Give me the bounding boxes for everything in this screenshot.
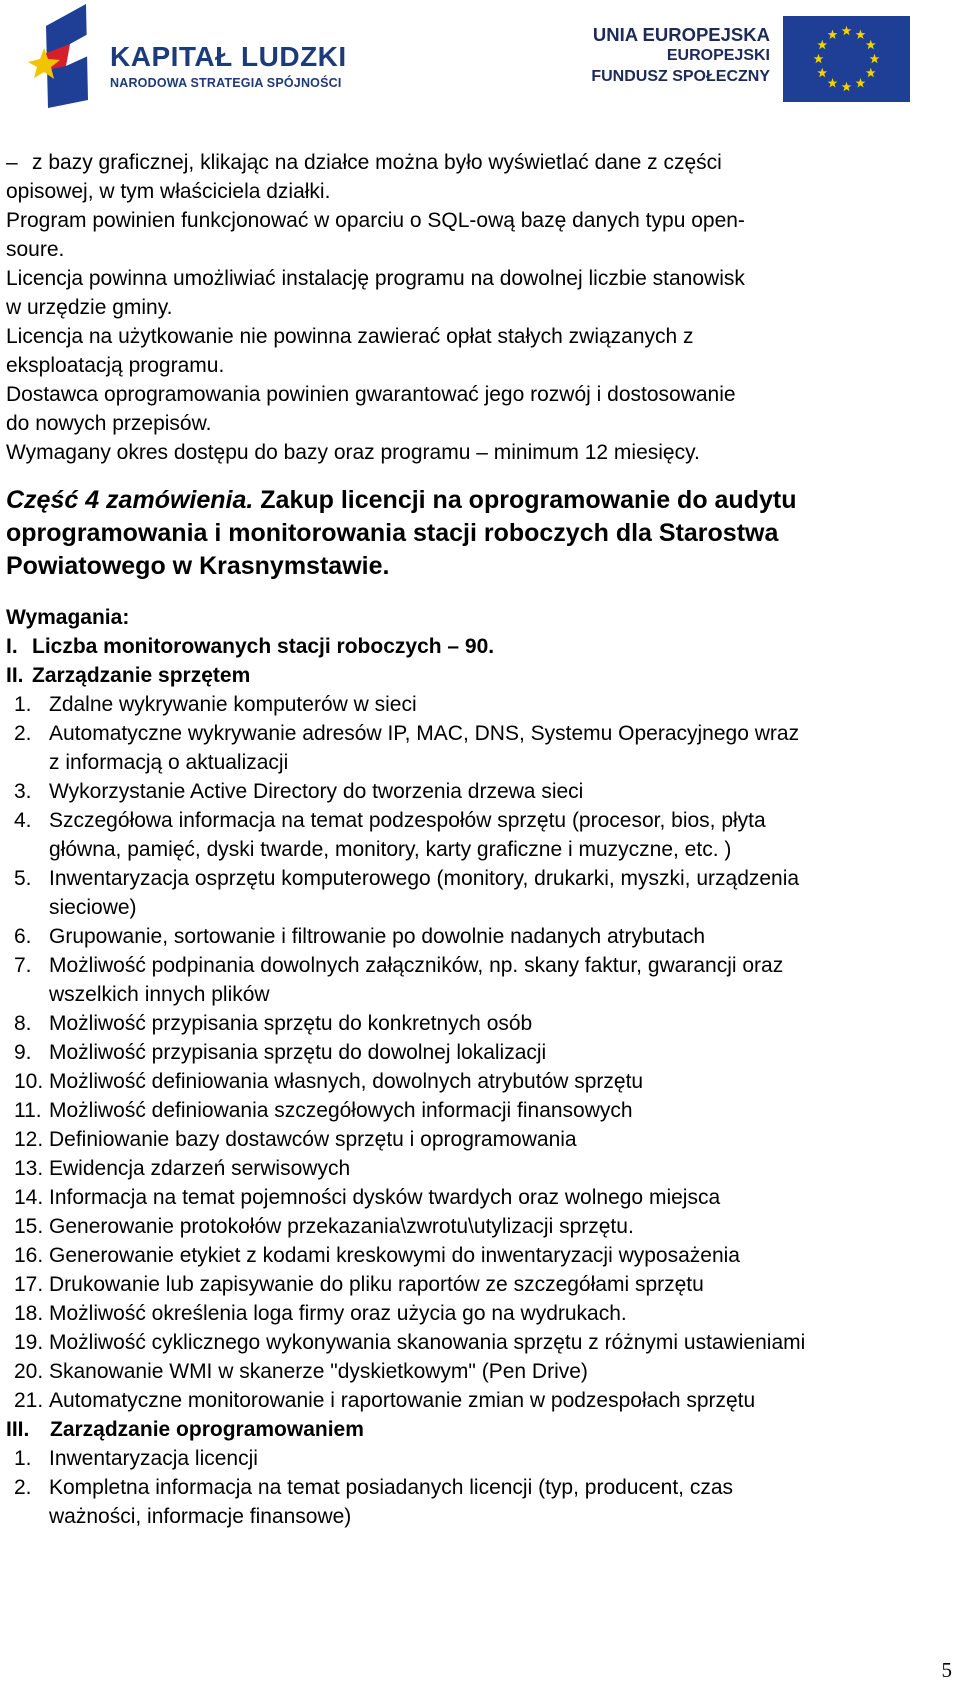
list-item-number: 13.	[14, 1157, 44, 1180]
list-item-text: Automatyczne monitorowanie i raportowanie zmian w podzespołach sprzętu	[49, 1389, 756, 1412]
list-item-number: 15.	[14, 1215, 44, 1238]
list-item	[6, 1183, 956, 1212]
list-item-text: Informacja na temat pojemności dysków twardych oraz wolnego miejsca	[49, 1186, 721, 1209]
list-item-number: 19.	[14, 1331, 44, 1354]
list-item-text: Generowanie protokołów przekazania\zwrotu\utylizacji sprzętu.	[49, 1215, 634, 1238]
list-item	[6, 690, 956, 719]
list-item-text: Generowanie etykiet z kodami kreskowymi do inwentaryzacji wyposażenia	[49, 1244, 740, 1267]
section-title-line-3: Powiatowego w Krasnymstawie.	[6, 552, 390, 580]
kapital-ludzki-title: KAPITAŁ LUDZKI	[110, 41, 347, 72]
list-item-text: Inwentaryzacja licencji	[49, 1447, 258, 1470]
list-item-text: Możliwość definiowania szczegółowych informacji finansowych	[49, 1099, 633, 1122]
list-item-number: 10.	[14, 1070, 44, 1093]
list-item	[6, 719, 956, 777]
list-item	[6, 1386, 956, 1415]
eu-logo-line2: EUROPEJSKI	[666, 47, 770, 64]
list-item-text: Możliwość definiowania własnych, dowolnych atrybutów sprzętu	[49, 1070, 644, 1093]
list-item-text: Zdalne wykrywanie komputerów w sieci	[49, 693, 417, 716]
section-lead: Część 4 zamówienia.	[6, 486, 254, 514]
intro-line-7: Licencja na użytkowanie nie powinna zawierać opłat stałych związanych z	[6, 325, 694, 348]
kapital-ludzki-subtitle: NARODOWA STRATEGIA SPÓJNOŚCI	[110, 76, 342, 90]
intro-line-8: eksploatacją programu.	[6, 354, 225, 377]
list-item	[6, 1096, 956, 1125]
list-item	[6, 1125, 956, 1154]
list-item-number: 17.	[14, 1273, 44, 1296]
list-item	[6, 777, 956, 806]
part-3-title: Zarządzanie oprogramowaniem	[50, 1418, 364, 1441]
list-item-number: 14.	[14, 1186, 44, 1209]
intro-line-1	[6, 148, 956, 177]
list-item-text: Możliwość cyklicznego wykonywania skanowania sprzętu z różnymi ustawieniami	[49, 1331, 806, 1354]
list-item	[6, 1357, 956, 1386]
list-item-number: 9.	[14, 1041, 32, 1064]
list-item-number: 21.	[14, 1389, 44, 1412]
list-item-text: ważności, informacje finansowe)	[49, 1505, 352, 1528]
list-item-number: 3.	[14, 780, 32, 803]
requirements-heading: Wymagania:	[6, 606, 130, 629]
list-item	[6, 864, 956, 922]
list-item-text: główna, pamięć, dyski twarde, monitory, karty graficzne i muzyczne, etc. )	[49, 838, 732, 861]
page-number: 5	[941, 1658, 952, 1682]
section-title-line-2: oprogramowania i monitorowania stacji roboczych dla Starostwa	[6, 519, 779, 547]
list-item-number: 2.	[14, 1476, 32, 1499]
list-item-number: 18.	[14, 1302, 44, 1325]
list-item	[6, 922, 956, 951]
list-item	[6, 951, 956, 1009]
intro-line-5: Licencja powinna umożliwiać instalację programu na dowolnej liczbie stanowisk	[6, 267, 745, 290]
list-item-number: 4.	[14, 809, 32, 832]
intro-line-6: w urzędzie gminy.	[6, 296, 173, 319]
intro-line-10: do nowych przepisów.	[6, 412, 212, 435]
eu-logo-line1: UNIA EUROPEJSKA	[592, 24, 770, 45]
document-body	[6, 148, 956, 1531]
list-item-text: Możliwość podpinania dowolnych załączników, np. skany faktur, gwarancji oraz	[49, 954, 784, 977]
list-item-text: Możliwość przypisania sprzętu do konkretnych osób	[49, 1012, 533, 1035]
list-item	[6, 1328, 956, 1357]
eu-logo-text	[560, 24, 770, 87]
list-item-number: 8.	[14, 1012, 32, 1035]
list-item-text: Wykorzystanie Active Directory do tworzenia drzewa sieci	[49, 780, 584, 803]
section-title-rest: Zakup licencji na oprogramowanie do audytu	[260, 486, 797, 514]
list-item	[6, 1270, 956, 1299]
list-item-number: 2.	[14, 722, 32, 745]
part-3-heading	[6, 1415, 956, 1444]
list-item	[6, 806, 956, 864]
list-item	[6, 1067, 956, 1096]
list-item-number: 1.	[14, 1447, 32, 1470]
list-item-text: wszelkich innych plików	[49, 983, 270, 1006]
part-1-heading	[6, 632, 956, 661]
list-item-text: Możliwość określenia loga firmy oraz użycia go na wydrukach.	[49, 1302, 627, 1325]
part-2-title: Zarządzanie sprzętem	[32, 664, 251, 687]
list-item	[6, 1009, 956, 1038]
list-item-number: 7.	[14, 954, 32, 977]
dash-bullet: –	[6, 151, 18, 174]
list-item	[6, 1299, 956, 1328]
list-item-number: 20.	[14, 1360, 44, 1383]
list-item	[6, 1241, 956, 1270]
part-2-heading	[6, 661, 956, 690]
intro-line-2: opisowej, w tym właściciela działki.	[6, 180, 331, 203]
part-2-numeral: II.	[6, 664, 24, 687]
list-item-text: Grupowanie, sortowanie i filtrowanie po dowolnie nadanych atrybutach	[49, 925, 706, 948]
intro-line-3: Program powinien funkcjonować w oparciu o SQL-ową bazę danych typu open-	[6, 209, 745, 232]
list-item-text: Inwentaryzacja osprzętu komputerowego (monitory, drukarki, myszki, urządzenia	[49, 867, 800, 890]
list-item	[6, 1212, 956, 1241]
list-item-text: Kompletna informacja na temat posiadanych licencji (typ, producent, czas	[49, 1476, 734, 1499]
list-item-number: 11.	[14, 1099, 42, 1122]
list-item-text: sieciowe)	[49, 896, 137, 919]
intro-line-9: Dostawca oprogramowania powinien gwarantować jego rozwój i dostosowanie	[6, 383, 736, 406]
list-item-text: Szczegółowa informacja na temat podzespołów sprzętu (procesor, bios, płyta	[49, 809, 766, 832]
section-title-line-1	[6, 484, 956, 517]
list-item-text: Automatyczne wykrywanie adresów IP, MAC, DNS, Systemu Operacyjnego wraz	[49, 722, 800, 745]
list-item-number: 1.	[14, 693, 32, 716]
list-item-text: Możliwość przypisania sprzętu do dowolnej lokalizacji	[49, 1041, 547, 1064]
list-item-text: Drukowanie lub zapisywanie do pliku raportów ze szczegółami sprzętu	[49, 1273, 704, 1296]
software-requirements-list	[6, 1444, 956, 1531]
list-item	[6, 1038, 956, 1067]
list-item-number: 16.	[14, 1244, 44, 1267]
list-item-text: z informacją o aktualizacji	[49, 751, 289, 774]
list-item-number: 12.	[14, 1128, 44, 1151]
eu-logo-line3: FUNDUSZ SPOŁECZNY	[591, 68, 770, 85]
kapital-ludzki-emblem	[26, 4, 98, 108]
hardware-requirements-list	[6, 690, 956, 1415]
list-item-text: Skanowanie WMI w skanerze "dyskietkowym" (Pen Drive)	[49, 1360, 588, 1383]
list-item-number: 6.	[14, 925, 32, 948]
kapital-ludzki-logo	[26, 4, 366, 108]
list-item	[6, 1473, 956, 1531]
list-item-number: 5.	[14, 867, 32, 890]
list-item-text: Ewidencja zdarzeń serwisowych	[49, 1157, 351, 1180]
intro-text: z bazy graficznej, klikając na działce można było wyświetlać dane z części	[32, 151, 722, 174]
part-3-numeral: III.	[6, 1418, 30, 1441]
list-item	[6, 1154, 956, 1183]
intro-line-4: soure.	[6, 238, 65, 261]
part-1-numeral: I.	[6, 635, 18, 658]
list-item-text: Definiowanie bazy dostawców sprzętu i oprogramowania	[49, 1128, 577, 1151]
part-1-text: Liczba monitorowanych stacji roboczych – 90.	[32, 635, 495, 658]
eu-flag-icon	[783, 16, 910, 102]
list-item	[6, 1444, 956, 1473]
intro-line-11: Wymagany okres dostępu do bazy oraz programu – minimum 12 miesięcy.	[6, 441, 700, 464]
